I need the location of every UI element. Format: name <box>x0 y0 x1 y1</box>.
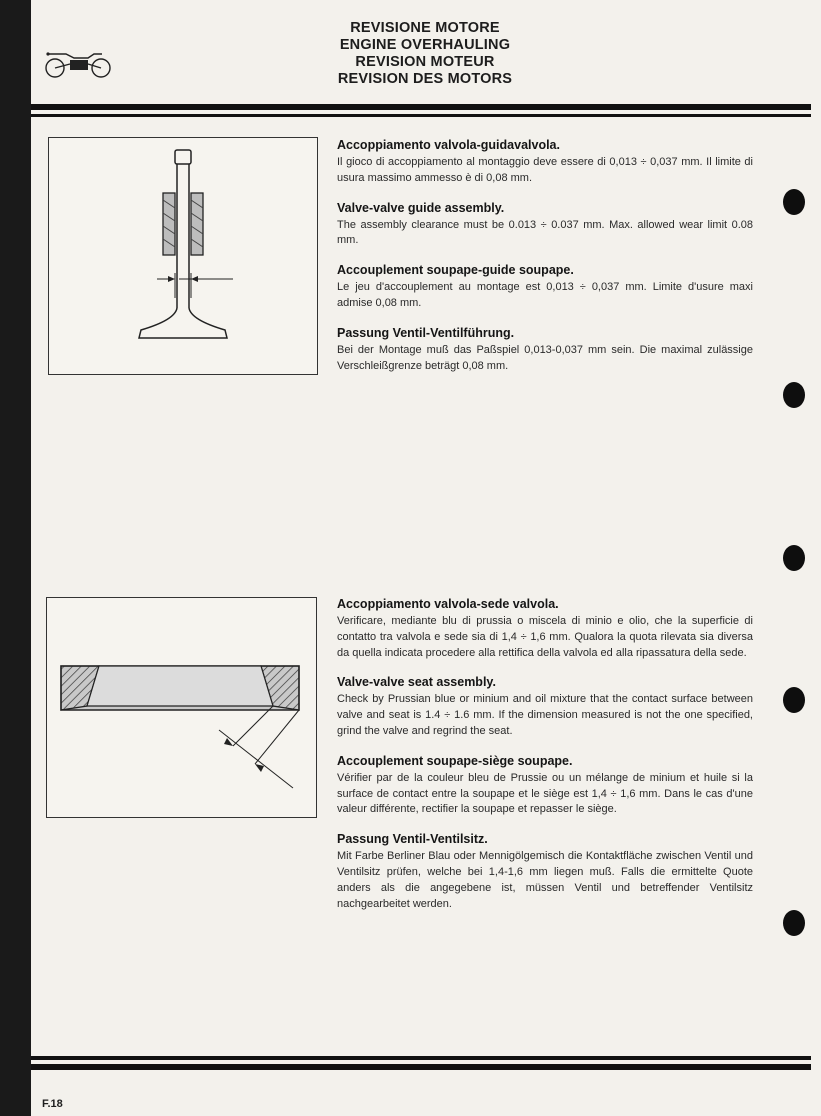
section-body: Il gioco di accoppiamento al montaggio deve essere di 0,013 ÷ 0,037 mm. Il limite di usura massimo ammesso è di 0,08 mm. <box>337 156 753 184</box>
section-de <box>337 832 753 912</box>
section-title: Passung Ventil-Ventilführung. <box>337 325 515 340</box>
header-title-fr: REVISION MOTEUR <box>355 54 495 70</box>
header-rule-thick <box>31 104 811 110</box>
header-rule-thin <box>31 114 811 117</box>
valve-guide-figure <box>48 137 318 375</box>
motorcycle-logo-icon <box>44 46 114 80</box>
section-title: Valve-valve seat assembly. <box>337 675 496 690</box>
section-body: Mit Farbe Berliner Blau oder Mennigölgemisch die Kontaktfläche zwischen Ventil und Ventilsitz prüfen, welche bei 1,4-1,6 mm liegen muß. Falls die ermittelte Quote anders als die angegebene ist, müssen Ventil und betreffender Ventilsitz nachgearbeitet werden. <box>337 850 753 910</box>
section-body: Check by Prussian blue or minium and oil mixture that the contact surface between valve and seat is 1.4 ÷ 1.6 mm. If the dimension measured is not the one specified, grind the valve and regrind the seat. <box>337 693 753 737</box>
valve-seat-figure <box>46 597 317 818</box>
section-body: Vérifier par de la couleur bleu de Prussie ou un mélange de minium et huile si la surface de contact entre la soupape et le siège est 1,4 ÷ 1,6 mm. Dans le cas d'une valeur différente, rectifier la soupape et repasser le siège. <box>337 771 753 816</box>
header-title-it: REVISIONE MOTORE <box>350 20 500 36</box>
binder-edge-strip <box>0 0 31 1116</box>
section-fr <box>337 263 753 312</box>
binder-hole-icon <box>783 545 805 571</box>
text-column-2 <box>337 597 753 926</box>
section-de <box>337 326 753 375</box>
binder-hole-icon <box>783 189 805 215</box>
page-header <box>240 20 610 88</box>
section-title: Accoppiamento valvola-guidavalvola. <box>337 138 560 152</box>
section-fr <box>337 754 753 818</box>
binder-hole-icon <box>783 910 805 936</box>
section-title: Accouplement soupape-guide soupape. <box>337 263 574 278</box>
section-body: Le jeu d'accouplement au montage est 0,013 ÷ 0,037 mm. Limite d'usure maxi admise 0,08 mm. <box>337 281 753 309</box>
section-en <box>337 201 753 250</box>
section-title: Accoppiamento valvola-sede valvola. <box>337 597 559 611</box>
section-body: The assembly clearance must be 0.013 ÷ 0.037 mm. Max. allowed wear limit 0.08 mm. <box>337 218 753 247</box>
section-it <box>337 138 753 187</box>
header-title-de: REVISION DES MOTORS <box>337 71 513 87</box>
binder-hole-icon <box>783 382 805 408</box>
binder-hole-icon <box>783 687 805 713</box>
section-body: Verificare, mediante blu di prussia o miscela di minio e olio, che la superficie di contatto tra valvola e sede sia di 1,4 ÷ 1,6 mm. Qualora la quota rilevata sia diversa da quella indicata procedere alla rettifica della valvola ed alla ripassatura della sede. <box>337 615 753 659</box>
text-column-1 <box>337 138 753 388</box>
section-title: Accouplement soupape-siège soupape. <box>337 753 573 768</box>
section-it <box>337 597 753 661</box>
section-title: Passung Ventil-Ventilsitz. <box>337 832 488 847</box>
section-title: Valve-valve guide assembly. <box>337 200 505 215</box>
page-number: F.18 <box>42 1098 63 1110</box>
header-title-en: ENGINE OVERHAULING <box>339 37 511 53</box>
section-body: Bei der Montage muß das Paßspiel 0,013-0,037 mm sein. Die maximal zulässige Verschleißgrenze beträgt 0,08 mm. <box>337 343 753 372</box>
footer-rule-thick <box>31 1064 811 1070</box>
section-en <box>337 675 753 739</box>
footer-rule-thin <box>31 1056 811 1060</box>
